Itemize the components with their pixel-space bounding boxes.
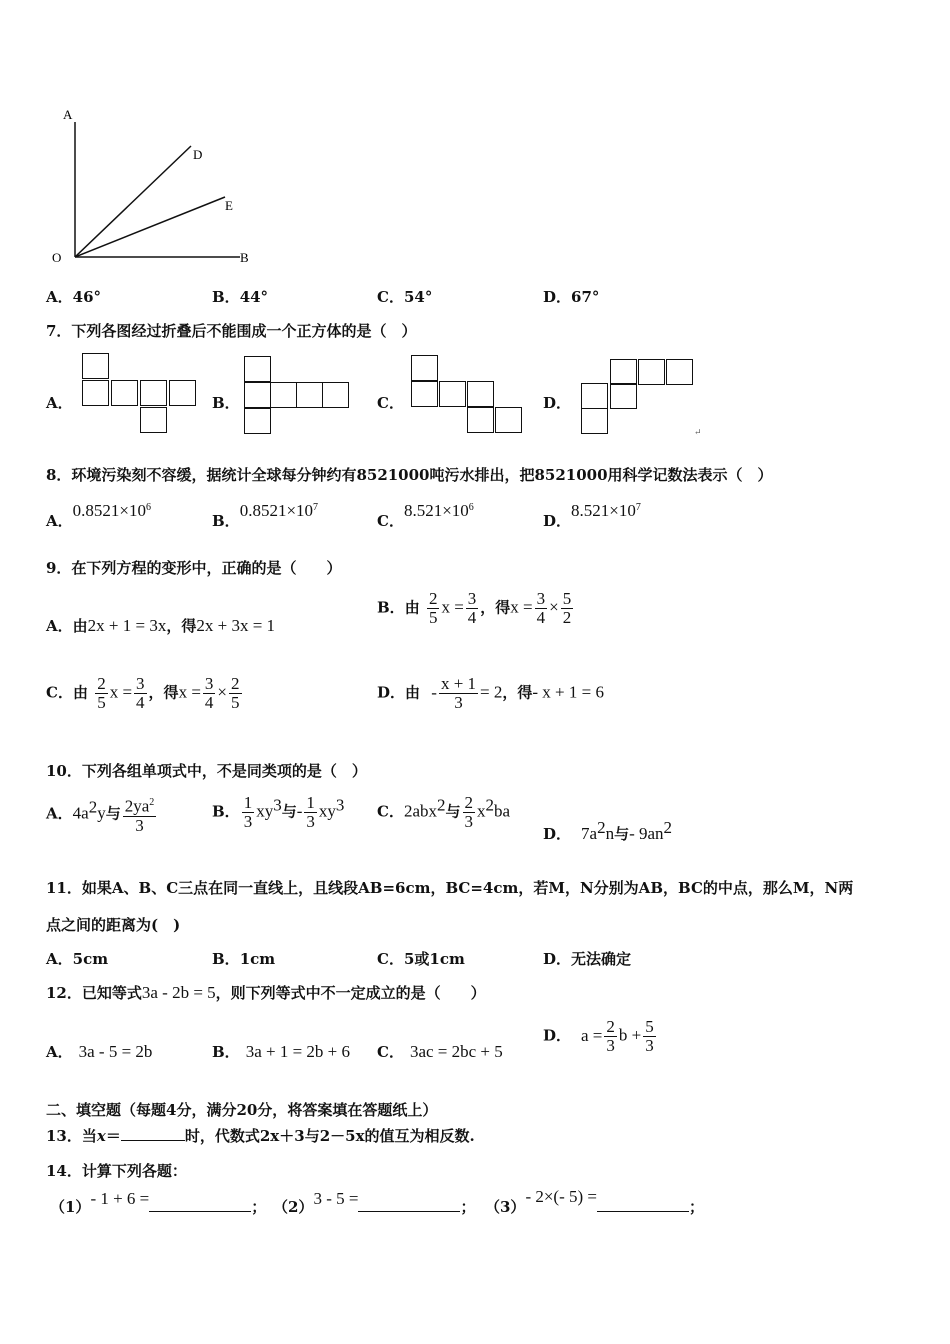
q10-option-b: B． $\frac{1}{3}$ $xy^3$与- $\frac{1}{3}$ $xy^3$ (212, 793, 345, 831)
q14-answer-blank-2[interactable] (358, 1211, 460, 1212)
ray-oe (75, 197, 225, 257)
q8-stem: 8．环境污染刻不容缓，据统计全球每分钟约有8521000吨污水排出，把8521000用科学记数法表示（ ） (46, 466, 773, 484)
q11-stem-line2: 点之间的距离为( ) (46, 916, 181, 934)
q11-option-a: A．5cm (46, 950, 109, 968)
section-2-heading: 二、填空题（每题4分，满分20分，将答案填在答题纸上） (46, 1101, 438, 1119)
q6-option-c: C．54° (377, 288, 433, 306)
paragraph-mark: ↵ (694, 428, 702, 438)
q8-option-d: D．$8.521\times 10^7$ (543, 501, 641, 530)
q13-answer-blank[interactable] (121, 1140, 185, 1141)
q14-answer-blank-1[interactable] (149, 1211, 251, 1212)
q8-option-a: A．$0.8521\times 10^6$ (46, 501, 151, 530)
q9-stem: 9．在下列方程的变形中，正确的是（ ） (46, 559, 342, 577)
q11-option-d: D．无法确定 (543, 950, 632, 968)
q11-option-c: C．5或1cm (377, 950, 465, 968)
q10-option-a: A．$4a^2y$与 $\frac{2ya^2}{3}$ (46, 794, 158, 835)
q13-stem: 13．当x＝ 时，代数式2x＋3与2－5x的值互为相反数. (46, 1127, 475, 1145)
q14-item-2: （2）3 - 5 = ； (273, 1189, 476, 1216)
q8-option-c: C．$8.521\times 10^6$ (377, 501, 474, 530)
q9-option-d: D．由 - $\frac{x + 1}{3}$ = 2，得- x + 1 = 6 (377, 674, 604, 712)
label-o: O (52, 250, 62, 265)
q14-item-1: （1）- 1 + 6 = ； (50, 1189, 267, 1216)
q7-label-d: D． (543, 394, 572, 412)
q7-label-c: C． (377, 394, 404, 412)
q9-option-b: B．由 $\frac{2}{5}$ x = $\frac{3}{4}$ ，得x = $\frac{3}{4}$ × $\frac{5}{2}$ (377, 589, 572, 627)
q11-stem-line1: 11．如果A、B、C三点在同一直线上，且线段AB=6cm，BC=4cm，若M，N分别为AB，BC的中点，那么M，N两 (46, 879, 854, 897)
label-a: A (63, 107, 73, 122)
label-b: B (240, 250, 249, 265)
q10-option-c: C．2abx$^2$与 $\frac{2}{3}$ $x^2ba$ (377, 793, 511, 831)
q12-option-b: B． 3a + 1 = 2b + 6 (212, 1042, 350, 1061)
q14-answer-blank-3[interactable] (597, 1211, 689, 1212)
q10-stem: 10．下列各组单项式中，不是同类项的是（ ） (46, 762, 367, 780)
q6-option-d: D．67° (543, 288, 600, 306)
q12-option-c: C． 3ac = 2bc + 5 (377, 1042, 503, 1061)
q9-option-c: C．由 $\frac{2}{5}$ x = $\frac{3}{4}$ ，得x = $\frac{3}{4}$ × $\frac{2}{5}$ (46, 674, 240, 712)
ray-od (75, 146, 191, 257)
label-e: E (225, 198, 233, 213)
angle-figure (44, 100, 264, 270)
q12-option-d: D． a = $\frac{2}{3}$ b + $\frac{5}{3}$ (543, 1017, 654, 1055)
q7-label-a: A． (46, 394, 73, 412)
q14-item-3: （3）- 2×(- 5) =； (485, 1187, 705, 1216)
q12-stem: 12．已知等式3a - 2b = 5，则下列等式中不一定成立的是（ ） (46, 983, 486, 1002)
q14-stem: 14．计算下列各题： (46, 1162, 187, 1180)
q6-option-b: B．44° (212, 288, 269, 306)
q12-option-a: A． 3a - 5 = 2b (46, 1042, 153, 1061)
q9-option-a: A．由2x + 1 = 3x，得2x + 3x = 1 (46, 616, 276, 635)
q6-option-a: A．46° (46, 288, 102, 306)
q8-option-b: B．$0.8521\times 10^7$ (212, 501, 319, 530)
q7-stem: 7．下列各图经过折叠后不能围成一个正方体的是（ ） (46, 322, 417, 340)
q7-label-b: B． (212, 394, 240, 412)
q11-option-b: B．1cm (212, 950, 276, 968)
q10-option-d: D． $7a^2n$与- $9an^2$ (543, 818, 673, 843)
label-d: D (193, 147, 203, 162)
